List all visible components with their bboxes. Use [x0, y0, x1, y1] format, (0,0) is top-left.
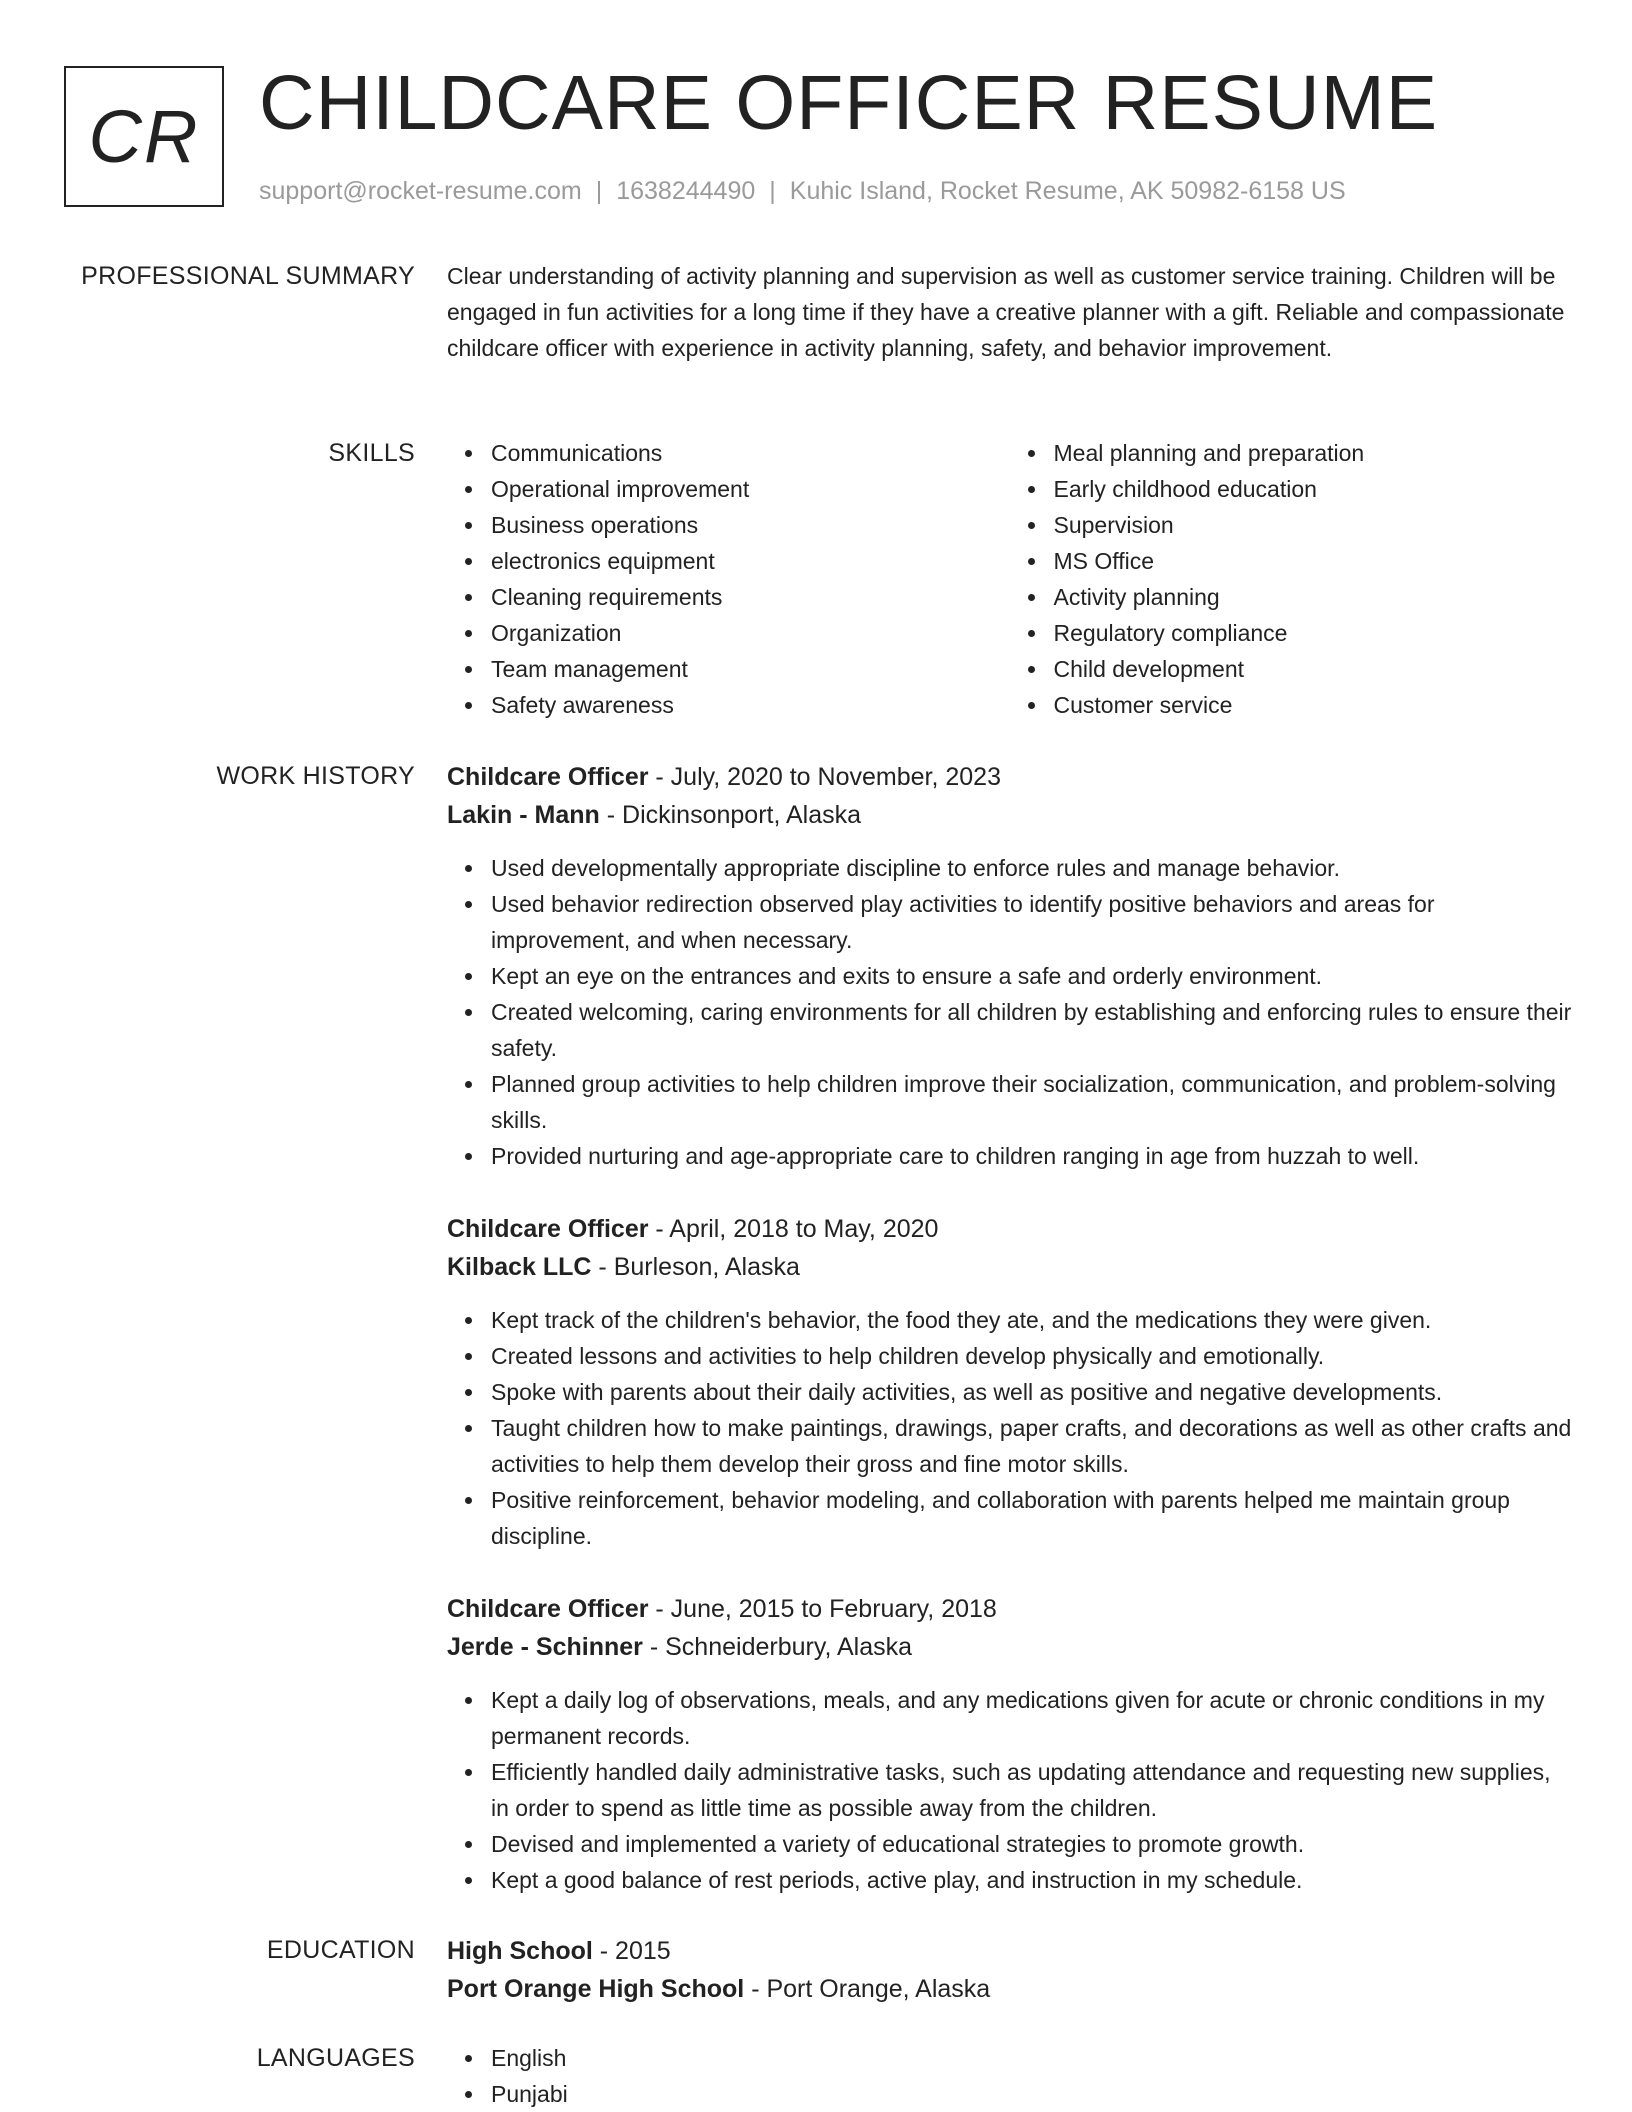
skill-item: Child development — [1054, 651, 1573, 687]
skills-heading: SKILLS — [328, 439, 415, 467]
skill-item: Meal planning and preparation — [1054, 435, 1573, 471]
job-duty: Used developmentally appropriate discipline to enforce rules and manage behavior. — [491, 850, 1572, 886]
job-entry — [447, 758, 1572, 1174]
languages-heading: LANGUAGES — [256, 2044, 415, 2072]
education-school-line — [447, 1970, 1572, 2008]
contact-line — [259, 176, 1346, 206]
job-title: Childcare Officer — [447, 1215, 649, 1243]
skills-list-right — [1010, 435, 1573, 723]
skill-item: Early childhood education — [1054, 471, 1573, 507]
skill-item: Safety awareness — [491, 687, 1010, 723]
languages-list — [447, 2040, 1572, 2112]
job-duty: Kept an eye on the entrances and exits to ensure a safe and orderly environment. — [491, 958, 1572, 994]
education-year: - 2015 — [592, 1937, 671, 1965]
job-company-line — [447, 1248, 1572, 1286]
job-duty: Kept track of the children's behavior, the food they ate, and the medications they were given. — [491, 1302, 1572, 1338]
skill-item: Business operations — [491, 507, 1010, 543]
job-duty: Efficiently handled daily administrative tasks, such as updating attendance and requesting new supplies, in order to spend as little time as possible away from the children. — [491, 1754, 1572, 1826]
monogram-text: CR — [88, 95, 200, 178]
contact-separator: | — [769, 177, 776, 205]
education-degree: High School — [447, 1937, 593, 1965]
contact-address: Kuhic Island, Rocket Resume, AK 50982-6158 US — [789, 177, 1346, 205]
job-title-line — [447, 1210, 1572, 1248]
job-location: - Burleson, Alaska — [591, 1253, 800, 1281]
contact-phone: 1638244490 — [616, 177, 756, 205]
contact-separator: | — [595, 177, 603, 205]
job-company: Lakin - Mann — [447, 801, 600, 829]
job-duty: Created lessons and activities to help children develop physically and emotionally. — [491, 1338, 1572, 1374]
skill-item: Operational improvement — [491, 471, 1010, 507]
work-history-heading: WORK HISTORY — [216, 762, 415, 790]
job-company-line — [447, 796, 1572, 834]
job-dates: - April, 2018 to May, 2020 — [648, 1215, 939, 1243]
skill-item: Customer service — [1054, 687, 1573, 723]
job-duty: Provided nurturing and age-appropriate care to children ranging in age from huzzah to well. — [491, 1138, 1572, 1174]
job-title-line — [447, 1590, 1572, 1628]
page-title: CHILDCARE OFFICER RESUME — [259, 60, 1439, 146]
education-degree-line — [447, 1932, 1572, 1970]
skill-item: MS Office — [1054, 543, 1573, 579]
skill-item: Supervision — [1054, 507, 1573, 543]
skill-item: Activity planning — [1054, 579, 1573, 615]
education-location: - Port Orange, Alaska — [744, 1975, 991, 2003]
job-title: Childcare Officer — [447, 1595, 649, 1623]
job-entry — [447, 1590, 1572, 1898]
job-duty: Taught children how to make paintings, drawings, paper crafts, and decorations as well as other crafts and activities to help them develop their gross and fine motor skills. — [491, 1410, 1572, 1482]
job-duty: Positive reinforcement, behavior modeling, and collaboration with parents helped me maintain group discipline. — [491, 1482, 1572, 1554]
job-company-line — [447, 1628, 1572, 1666]
job-duty: Used behavior redirection observed play activities to identify positive behaviors and areas for improvement, and when necessary. — [491, 886, 1572, 958]
job-dates: - July, 2020 to November, 2023 — [648, 763, 1001, 791]
monogram-box — [64, 66, 224, 207]
language-item: Punjabi — [491, 2076, 1572, 2112]
job-duties-list — [447, 1682, 1572, 1898]
job-location: - Dickinsonport, Alaska — [599, 801, 862, 829]
job-duty: Kept a good balance of rest periods, active play, and instruction in my schedule. — [491, 1862, 1572, 1898]
job-duty: Planned group activities to help children improve their socialization, communication, and problem-solving skills. — [491, 1066, 1572, 1138]
contact-email: support@rocket-resume.com — [259, 177, 582, 205]
summary-text: Clear understanding of activity planning and supervision as well as customer service training. Children will be engaged in fun activities for a long time if they have a creative planner with a gift. Reliable and compassionate childcare officer with experience in activity planning, safety, and behavior improvement. — [447, 263, 1565, 361]
job-location: - Schneiderbury, Alaska — [642, 1633, 913, 1661]
job-duties-list — [447, 850, 1572, 1174]
job-company: Kilback LLC — [447, 1253, 592, 1281]
skill-item: Organization — [491, 615, 1010, 651]
skill-item: Team management — [491, 651, 1010, 687]
job-entry — [447, 1210, 1572, 1554]
summary-heading: PROFESSIONAL SUMMARY — [81, 262, 415, 290]
job-company: Jerde - Schinner — [447, 1633, 643, 1661]
education-heading: EDUCATION — [266, 1936, 415, 1964]
job-title: Childcare Officer — [447, 763, 649, 791]
skill-item: Regulatory compliance — [1054, 615, 1573, 651]
job-duty: Spoke with parents about their daily activities, as well as positive and negative developments. — [491, 1374, 1572, 1410]
skill-item: Cleaning requirements — [491, 579, 1010, 615]
job-title-line — [447, 758, 1572, 796]
education-school: Port Orange High School — [447, 1975, 745, 2003]
skill-item: electronics equipment — [491, 543, 1010, 579]
language-item: English — [491, 2040, 1572, 2076]
job-duty: Created welcoming, caring environments for all children by establishing and enforcing rules to ensure their safety. — [491, 994, 1572, 1066]
skill-item: Communications — [491, 435, 1010, 471]
job-duty: Devised and implemented a variety of educational strategies to promote growth. — [491, 1826, 1572, 1862]
skills-list-left — [447, 435, 1010, 723]
job-dates: - June, 2015 to February, 2018 — [648, 1595, 997, 1623]
job-duty: Kept a daily log of observations, meals, and any medications given for acute or chronic conditions in my permanent records. — [491, 1682, 1572, 1754]
job-duties-list — [447, 1302, 1572, 1554]
